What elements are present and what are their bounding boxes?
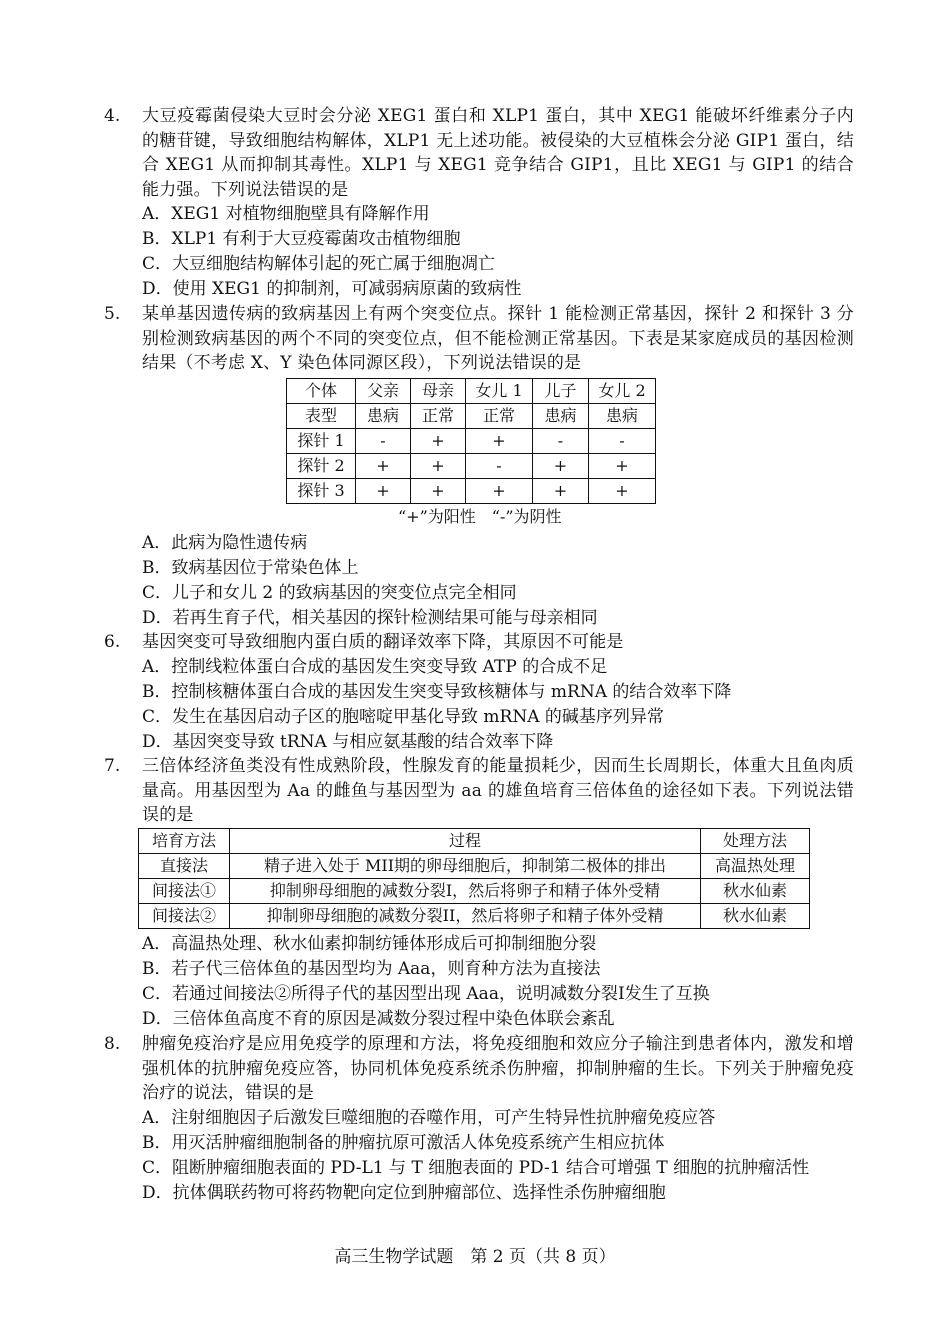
- question-number: 6.: [104, 632, 121, 652]
- table-cell: 抑制卵母细胞的减数分裂II，然后将卵子和精子体外受精: [230, 904, 701, 929]
- question-stem: 三倍体经济鱼类没有性成熟阶段，性腺发育的能量损耗少，因而生长周期长，体重大且鱼肉质量高。用基因型为 Aa 的雌鱼与基因型为 aa 的雄鱼培育三倍体鱼的途径如下表。下列说法错误的是: [142, 756, 854, 825]
- table-row: [287, 379, 656, 404]
- table-cell: 患病: [356, 404, 411, 429]
- table-cell: 正常: [466, 404, 533, 429]
- question-stem: 大豆疫霉菌侵染大豆时会分泌 XEG1 蛋白和 XLP1 蛋白，其中 XEG1 能破坏纤维素分子内的糖苷键，导致细胞结构解体，XLP1 无上述功能。被侵染的大豆植株会分泌 GIP1 蛋白，结合 XEG1 从而抑制其毒性。XLP1 与 XEG1 竞争结合 GIP1，且比 XEG1 与 GIP1 的结合能力强。下列说法错误的是: [142, 106, 854, 200]
- table-cell: 抑制卵母细胞的减数分裂I，然后将卵子和精子体外受精: [230, 879, 701, 904]
- table-row: [139, 879, 810, 904]
- option-d: D．抗体偶联药物可将药物靶向定位到肿瘤部位、选择性杀伤肿瘤细胞: [142, 1183, 666, 1203]
- option-d: D．三倍体鱼高度不育的原因是减数分裂过程中染色体联会紊乱: [142, 1009, 615, 1029]
- option-c: C．儿子和女儿 2 的致病基因的突变位点完全相同: [142, 583, 517, 603]
- table-cell: 患病: [589, 404, 656, 429]
- table-cell: 个体: [287, 379, 356, 404]
- gene-test-table: [286, 378, 656, 504]
- page-footer: 高三生物学试题 第 2 页（共 8 页）: [334, 1247, 616, 1267]
- option-b: B．控制核糖体蛋白合成的基因发生突变导致核糖体与 mRNA 的结合效率下降: [142, 682, 732, 702]
- option-c: C．阻断肿瘤细胞表面的 PD-L1 与 T 细胞表面的 PD-1 结合可增强 T 细胞的抗肿瘤活性: [142, 1158, 810, 1178]
- table-cell: -: [356, 429, 411, 454]
- table-cell: 母亲: [411, 379, 466, 404]
- table-cell: -: [589, 429, 656, 454]
- question-stem: 基因突变可导致细胞内蛋白质的翻译效率下降，其原因不可能是: [142, 632, 624, 652]
- table-cell: +: [533, 454, 589, 479]
- table-cell: 女儿 1: [466, 379, 533, 404]
- option-b: B．用灭活肿瘤细胞制备的肿瘤抗原可激活人体免疫系统产生相应抗体: [142, 1133, 665, 1153]
- table-row: [139, 904, 810, 929]
- table-cell: 探针 2: [287, 454, 356, 479]
- table-cell: 培育方法: [139, 829, 230, 854]
- table-row: [287, 404, 656, 429]
- table-cell: 处理方法: [701, 829, 810, 854]
- table-cell: 高温热处理: [701, 854, 810, 879]
- option-d: D．若再生育子代，相关基因的探针检测结果可能与母亲相同: [142, 608, 598, 628]
- option-a: A．此病为隐性遗传病: [142, 533, 308, 553]
- table-cell: +: [466, 479, 533, 504]
- table-cell: 间接法①: [139, 879, 230, 904]
- table-cell: 过程: [230, 829, 701, 854]
- question-number: 7.: [104, 756, 121, 776]
- option-a: A．XEG1 对植物细胞壁具有降解作用: [142, 204, 430, 224]
- question-stem: 肿瘤免疫治疗是应用免疫学的原理和方法，将免疫细胞和效应分子输注到患者体内，激发和增强机体的抗肿瘤免疫应答，协同机体免疫系统杀伤肿瘤，抑制肿瘤的生长。下列关于肿瘤免疫治疗的说法，错误的是: [142, 1034, 854, 1103]
- table-cell: 父亲: [356, 379, 411, 404]
- table-cell: 女儿 2: [589, 379, 656, 404]
- table-cell: 正常: [411, 404, 466, 429]
- option-a: A．高温热处理、秋水仙素抑制纺锤体形成后可抑制细胞分裂: [142, 934, 597, 954]
- option-b: B．若子代三倍体鱼的基因型均为 Aaa，则育种方法为直接法: [142, 959, 601, 979]
- table-note: “+”为阳性 “-”为阴性: [398, 507, 562, 526]
- table-cell: 探针 1: [287, 429, 356, 454]
- table-cell: 患病: [533, 404, 589, 429]
- table-cell: +: [533, 479, 589, 504]
- table-cell: 儿子: [533, 379, 589, 404]
- option-c: C．大豆细胞结构解体引起的死亡属于细胞凋亡: [142, 254, 496, 274]
- table-row: [287, 429, 656, 454]
- option-c: C．若通过间接法②所得子代的基因型出现 Aaa，说明减数分裂I发生了互换: [142, 984, 710, 1004]
- table-row: [139, 829, 810, 854]
- question-number: 5.: [104, 304, 121, 324]
- option-b: B．XLP1 有利于大豆疫霉菌攻击植物细胞: [142, 229, 461, 249]
- breeding-method-table: [138, 828, 810, 929]
- table-row: [287, 454, 656, 479]
- option-b: B．致病基因位于常染色体上: [142, 558, 359, 578]
- question-number: 8.: [104, 1034, 121, 1054]
- table-cell: 间接法②: [139, 904, 230, 929]
- table-cell: 秋水仙素: [701, 879, 810, 904]
- table-cell: 表型: [287, 404, 356, 429]
- table-cell: +: [589, 479, 656, 504]
- table-cell: +: [589, 454, 656, 479]
- question-number: 4.: [104, 106, 121, 126]
- option-c: C．发生在基因启动子区的胞嘧啶甲基化导致 mRNA 的碱基序列异常: [142, 707, 664, 727]
- option-d: D．基因突变导致 tRNA 与相应氨基酸的结合效率下降: [142, 732, 554, 752]
- option-a: A．注射细胞因子后激发巨噬细胞的吞噬作用，可产生特异性抗肿瘤免疫应答: [142, 1108, 716, 1128]
- table-cell: +: [356, 454, 411, 479]
- table-cell: 秋水仙素: [701, 904, 810, 929]
- table-cell: +: [411, 479, 466, 504]
- option-d: D．使用 XEG1 的抑制剂，可减弱病原菌的致病性: [142, 279, 522, 299]
- question-stem: 某单基因遗传病的致病基因上有两个突变位点。探针 1 能检测正常基因，探针 2 和探针 3 分别检测致病基因的两个不同的突变位点，但不能检测正常基因。下表是某家庭成员的基因检测结果（不考虑 X、Y 染色体同源区段），下列说法错误的是: [142, 304, 854, 373]
- table-cell: +: [411, 454, 466, 479]
- table-cell: 直接法: [139, 854, 230, 879]
- table-cell: 探针 3: [287, 479, 356, 504]
- option-a: A．控制线粒体蛋白合成的基因发生突变导致 ATP 的合成不足: [142, 657, 608, 677]
- table-cell: -: [466, 454, 533, 479]
- table-cell: +: [466, 429, 533, 454]
- table-cell: +: [356, 479, 411, 504]
- table-cell: 精子进入处于 MII期的卵母细胞后，抑制第二极体的排出: [230, 854, 701, 879]
- table-row: [139, 854, 810, 879]
- table-cell: +: [411, 429, 466, 454]
- table-cell: -: [533, 429, 589, 454]
- table-row: [287, 479, 656, 504]
